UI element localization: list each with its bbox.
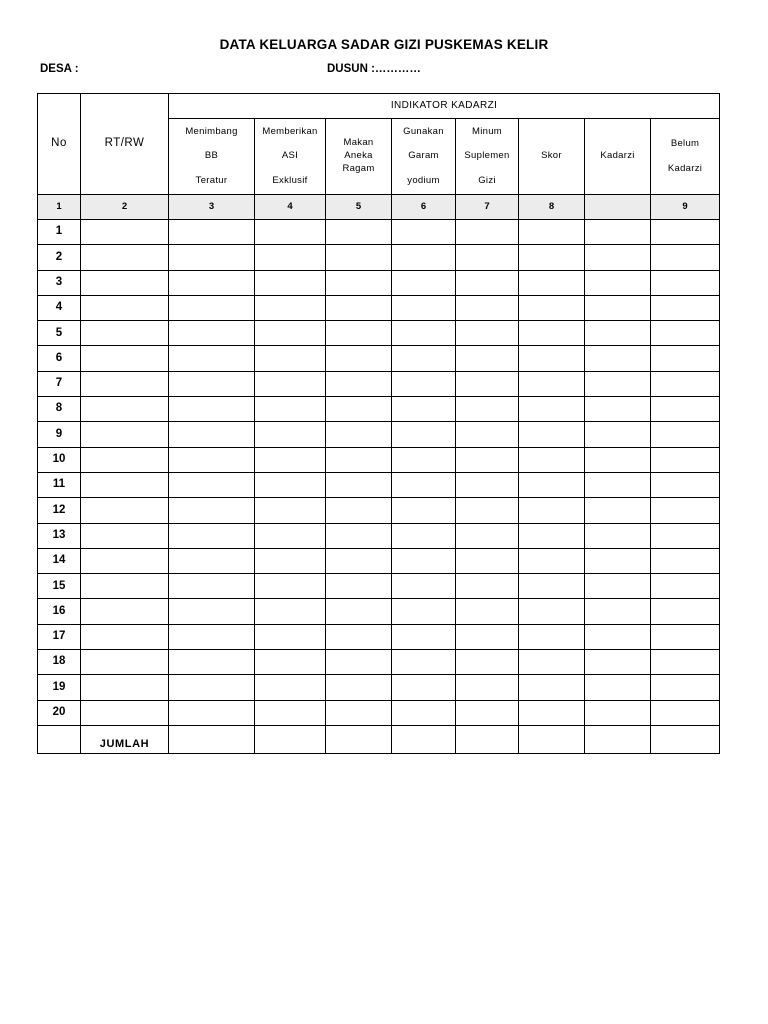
table-cell[interactable]	[255, 700, 326, 725]
table-cell[interactable]	[651, 624, 720, 649]
table-cell[interactable]	[519, 472, 585, 497]
table-cell[interactable]	[519, 397, 585, 422]
table-cell[interactable]	[169, 447, 255, 472]
row-number: 15	[38, 574, 81, 599]
table-cell[interactable]	[651, 245, 720, 270]
table-cell[interactable]	[81, 321, 169, 346]
table-row	[38, 397, 720, 422]
header-makan-aneka-ragam-text: Makan Aneka Ragam	[342, 137, 375, 174]
table-cell[interactable]	[169, 498, 255, 523]
table-cell[interactable]	[651, 599, 720, 624]
table-cell[interactable]	[81, 574, 169, 599]
table-cell[interactable]	[456, 397, 519, 422]
table-row	[38, 371, 720, 396]
table-cell[interactable]	[392, 220, 456, 245]
table-cell[interactable]	[519, 321, 585, 346]
table-cell[interactable]	[169, 346, 255, 371]
table-row	[38, 574, 720, 599]
table-cell[interactable]	[326, 270, 392, 295]
table-cell[interactable]	[519, 371, 585, 396]
table-cell[interactable]	[169, 574, 255, 599]
table-cell[interactable]	[326, 245, 392, 270]
table-row	[38, 599, 720, 624]
table-cell[interactable]	[169, 270, 255, 295]
table-cell[interactable]	[519, 245, 585, 270]
jumlah-label: JUMLAH	[81, 725, 169, 753]
table-cell[interactable]	[169, 245, 255, 270]
table-cell[interactable]	[392, 270, 456, 295]
header-menimbang-bb-text: Menimbang BB Teratur	[185, 126, 238, 186]
table-cell[interactable]	[585, 650, 651, 675]
desa-label: DESA :	[40, 63, 79, 75]
table-row	[38, 523, 720, 548]
table-cell[interactable]	[651, 220, 720, 245]
table-cell[interactable]	[326, 346, 392, 371]
header-minum-suplemen-text: Minum Suplemen Gizi	[464, 126, 510, 186]
table-row	[38, 245, 720, 270]
row-number: 14	[38, 548, 81, 573]
table-cell[interactable]	[392, 624, 456, 649]
table-cell[interactable]	[651, 548, 720, 573]
table-cell[interactable]	[651, 422, 720, 447]
table-cell[interactable]	[519, 422, 585, 447]
table-cell[interactable]	[255, 346, 326, 371]
table-cell[interactable]	[456, 650, 519, 675]
table-cell[interactable]	[326, 624, 392, 649]
table-cell[interactable]	[585, 574, 651, 599]
table-cell[interactable]	[169, 675, 255, 700]
table-cell[interactable]	[81, 675, 169, 700]
table-cell[interactable]	[585, 371, 651, 396]
table-cell[interactable]	[456, 245, 519, 270]
table-cell[interactable]	[81, 220, 169, 245]
table-cell[interactable]	[326, 397, 392, 422]
table-cell[interactable]	[519, 574, 585, 599]
table-cell[interactable]	[392, 397, 456, 422]
table-cell[interactable]	[255, 523, 326, 548]
row-number: 5	[38, 321, 81, 346]
table-cell[interactable]	[456, 371, 519, 396]
table-cell[interactable]	[255, 650, 326, 675]
table-cell[interactable]	[519, 447, 585, 472]
column-number-cell: 7	[456, 195, 519, 220]
table-cell[interactable]	[651, 498, 720, 523]
table-cell[interactable]	[585, 295, 651, 320]
column-number-cell: 2	[81, 195, 169, 220]
table-row	[38, 422, 720, 447]
table-row	[38, 220, 720, 245]
table-cell[interactable]	[326, 599, 392, 624]
table-cell[interactable]	[255, 220, 326, 245]
table-cell[interactable]	[81, 498, 169, 523]
table-cell[interactable]	[585, 548, 651, 573]
table-cell[interactable]	[519, 498, 585, 523]
table-cell[interactable]	[519, 675, 585, 700]
table-cell[interactable]	[585, 624, 651, 649]
header-makan-aneka-ragam	[326, 119, 392, 195]
table-cell[interactable]	[169, 397, 255, 422]
row-number: 10	[38, 447, 81, 472]
table-cell[interactable]	[326, 574, 392, 599]
jumlah-cell[interactable]	[169, 725, 255, 753]
table-cell[interactable]	[519, 548, 585, 573]
table-cell[interactable]	[392, 700, 456, 725]
header-memberikan-asi	[255, 119, 326, 195]
table-cell[interactable]	[81, 599, 169, 624]
table-cell[interactable]	[456, 321, 519, 346]
table-cell[interactable]	[651, 447, 720, 472]
table-cell[interactable]	[255, 498, 326, 523]
table-cell[interactable]	[255, 447, 326, 472]
table-cell[interactable]	[456, 599, 519, 624]
jumlah-no-cell	[38, 725, 81, 753]
jumlah-cell[interactable]	[326, 725, 392, 753]
table-cell[interactable]	[169, 523, 255, 548]
table-cell[interactable]	[81, 245, 169, 270]
header-skor-text: Skor	[541, 150, 562, 162]
table-cell[interactable]	[255, 295, 326, 320]
table-cell[interactable]	[169, 548, 255, 573]
table-cell[interactable]	[585, 245, 651, 270]
table-cell[interactable]	[81, 422, 169, 447]
table-cell[interactable]	[326, 422, 392, 447]
table-cell[interactable]	[326, 371, 392, 396]
row-number: 6	[38, 346, 81, 371]
table-row	[38, 472, 720, 497]
header-indikator-kadarzi: INDIKATOR KADARZI	[169, 94, 720, 119]
column-number-cell: 8	[519, 195, 585, 220]
table-cell[interactable]	[392, 422, 456, 447]
table-cell[interactable]	[519, 599, 585, 624]
jumlah-cell[interactable]	[585, 725, 651, 753]
jumlah-cell[interactable]	[651, 725, 720, 753]
table-cell[interactable]	[255, 422, 326, 447]
table-cell[interactable]	[585, 675, 651, 700]
table-cell[interactable]	[81, 397, 169, 422]
table-cell[interactable]	[326, 447, 392, 472]
table-cell[interactable]	[651, 270, 720, 295]
jumlah-cell[interactable]	[255, 725, 326, 753]
row-number: 8	[38, 397, 81, 422]
table-cell[interactable]	[456, 295, 519, 320]
table-cell[interactable]	[456, 472, 519, 497]
column-number-cell: 4	[255, 195, 326, 220]
table-cell[interactable]	[392, 675, 456, 700]
table-cell[interactable]	[456, 270, 519, 295]
table-cell[interactable]	[81, 523, 169, 548]
table-cell[interactable]	[326, 700, 392, 725]
table-cell[interactable]	[519, 523, 585, 548]
table-cell[interactable]	[392, 498, 456, 523]
table-cell[interactable]	[255, 675, 326, 700]
row-number: 16	[38, 599, 81, 624]
table-cell[interactable]	[169, 371, 255, 396]
table-cell[interactable]	[392, 245, 456, 270]
row-number: 17	[38, 624, 81, 649]
table-cell[interactable]	[585, 422, 651, 447]
table-cell[interactable]	[456, 548, 519, 573]
table-cell[interactable]	[255, 371, 326, 396]
table-cell[interactable]	[651, 472, 720, 497]
row-number: 7	[38, 371, 81, 396]
table-cell[interactable]	[651, 397, 720, 422]
column-number-cell: 6	[392, 195, 456, 220]
table-cell[interactable]	[392, 371, 456, 396]
table-cell[interactable]	[169, 422, 255, 447]
table-cell[interactable]	[326, 523, 392, 548]
kadarzi-table	[37, 93, 720, 754]
table-row	[38, 346, 720, 371]
table-cell[interactable]	[326, 548, 392, 573]
table-cell[interactable]	[255, 397, 326, 422]
table-cell[interactable]	[392, 346, 456, 371]
table-cell[interactable]	[81, 624, 169, 649]
table-row	[38, 624, 720, 649]
header-no: No	[38, 94, 81, 195]
table-cell[interactable]	[81, 472, 169, 497]
row-number: 18	[38, 650, 81, 675]
table-row	[38, 270, 720, 295]
column-number-cell: 5	[326, 195, 392, 220]
table-cell[interactable]	[456, 498, 519, 523]
header-belum-kadarzi	[651, 119, 720, 195]
document-title: DATA KELUARGA SADAR GIZI PUSKEMAS KELIR	[219, 37, 549, 52]
header-minum-suplemen	[456, 119, 519, 195]
table-cell[interactable]	[326, 220, 392, 245]
jumlah-row	[38, 725, 720, 753]
table-cell[interactable]	[519, 624, 585, 649]
row-number: 4	[38, 295, 81, 320]
table-cell[interactable]	[326, 675, 392, 700]
table-cell[interactable]	[456, 220, 519, 245]
table-cell[interactable]	[651, 574, 720, 599]
table-cell[interactable]	[81, 346, 169, 371]
table-cell[interactable]	[81, 700, 169, 725]
column-number-cell: 1	[38, 195, 81, 220]
table-cell[interactable]	[81, 295, 169, 320]
table-cell[interactable]	[651, 700, 720, 725]
table-cell[interactable]	[326, 295, 392, 320]
table-cell[interactable]	[169, 321, 255, 346]
table-cell[interactable]	[456, 523, 519, 548]
table-cell[interactable]	[169, 624, 255, 649]
table-cell[interactable]	[392, 574, 456, 599]
table-cell[interactable]	[81, 270, 169, 295]
table-cell[interactable]	[585, 321, 651, 346]
table-cell[interactable]	[456, 447, 519, 472]
table-cell[interactable]	[326, 321, 392, 346]
table-cell[interactable]	[651, 650, 720, 675]
table-cell[interactable]	[519, 295, 585, 320]
table-row	[38, 498, 720, 523]
table-cell[interactable]	[456, 624, 519, 649]
row-number: 1	[38, 220, 81, 245]
table-cell[interactable]	[651, 321, 720, 346]
table-cell[interactable]	[651, 295, 720, 320]
table-cell[interactable]	[81, 447, 169, 472]
table-cell[interactable]	[519, 700, 585, 725]
row-number: 11	[38, 472, 81, 497]
table-cell[interactable]	[585, 447, 651, 472]
table-cell[interactable]	[651, 523, 720, 548]
table-cell[interactable]	[519, 346, 585, 371]
table-row	[38, 447, 720, 472]
table-cell[interactable]	[651, 346, 720, 371]
table-cell[interactable]	[255, 548, 326, 573]
table-cell[interactable]	[456, 574, 519, 599]
header-skor	[519, 119, 585, 195]
row-number: 2	[38, 245, 81, 270]
table-cell[interactable]	[392, 447, 456, 472]
table-cell[interactable]	[326, 650, 392, 675]
table-cell[interactable]	[585, 346, 651, 371]
jumlah-cell[interactable]	[392, 725, 456, 753]
table-cell[interactable]	[392, 548, 456, 573]
table-cell[interactable]	[255, 245, 326, 270]
table-cell[interactable]	[392, 321, 456, 346]
table-cell[interactable]	[326, 472, 392, 497]
column-number-row	[38, 195, 720, 220]
table-cell[interactable]	[651, 675, 720, 700]
table-cell[interactable]	[456, 422, 519, 447]
table-cell[interactable]	[392, 523, 456, 548]
row-number: 20	[38, 700, 81, 725]
table-cell[interactable]	[392, 472, 456, 497]
column-number-cell	[585, 195, 651, 220]
row-number: 3	[38, 270, 81, 295]
table-cell[interactable]	[169, 599, 255, 624]
header-belum-kadarzi-text: Belum Kadarzi	[667, 138, 703, 174]
table-cell[interactable]	[255, 599, 326, 624]
header-rt-rw: RT/RW	[81, 94, 169, 195]
table-cell[interactable]	[519, 270, 585, 295]
table-cell[interactable]	[255, 321, 326, 346]
header-menimbang-bb	[169, 119, 255, 195]
table-cell[interactable]	[326, 498, 392, 523]
table-cell[interactable]	[519, 220, 585, 245]
table-cell[interactable]	[585, 220, 651, 245]
row-number: 12	[38, 498, 81, 523]
table-row	[38, 650, 720, 675]
header-kadarzi	[585, 119, 651, 195]
table-cell[interactable]	[169, 472, 255, 497]
column-number-cell: 3	[169, 195, 255, 220]
table-row	[38, 295, 720, 320]
table-row	[38, 548, 720, 573]
table-cell[interactable]	[255, 472, 326, 497]
table-row	[38, 700, 720, 725]
table-cell[interactable]	[585, 599, 651, 624]
row-number: 19	[38, 675, 81, 700]
table-cell[interactable]	[169, 295, 255, 320]
row-number: 13	[38, 523, 81, 548]
table-cell[interactable]	[255, 624, 326, 649]
table-cell[interactable]	[81, 548, 169, 573]
row-number: 9	[38, 422, 81, 447]
table-cell[interactable]	[456, 700, 519, 725]
jumlah-cell[interactable]	[519, 725, 585, 753]
column-number-cell: 9	[651, 195, 720, 220]
table-cell[interactable]	[585, 700, 651, 725]
dusun-label: DUSUN :…………	[327, 63, 421, 75]
table-cell[interactable]	[392, 295, 456, 320]
header-gunakan-garam-text: Gunakan Garam yodium	[403, 126, 444, 186]
table-cell[interactable]	[519, 650, 585, 675]
jumlah-cell[interactable]	[456, 725, 519, 753]
table-cell[interactable]	[456, 675, 519, 700]
table-cell[interactable]	[456, 346, 519, 371]
header-kadarzi-text: Kadarzi	[600, 150, 635, 162]
table-cell[interactable]	[169, 650, 255, 675]
table-cell[interactable]	[392, 650, 456, 675]
table-cell[interactable]	[585, 397, 651, 422]
table-cell[interactable]	[255, 270, 326, 295]
table-cell[interactable]	[585, 472, 651, 497]
table-cell[interactable]	[255, 574, 326, 599]
table-cell[interactable]	[169, 700, 255, 725]
table-cell[interactable]	[585, 523, 651, 548]
table-row	[38, 321, 720, 346]
table-cell[interactable]	[585, 498, 651, 523]
table-cell[interactable]	[585, 270, 651, 295]
header-memberikan-asi-text: Memberikan ASI Exklusif	[262, 126, 318, 186]
table-cell[interactable]	[651, 371, 720, 396]
table-cell[interactable]	[81, 650, 169, 675]
table-cell[interactable]	[169, 220, 255, 245]
table-cell[interactable]	[392, 599, 456, 624]
table-row	[38, 675, 720, 700]
header-gunakan-garam	[392, 119, 456, 195]
table-cell[interactable]	[81, 371, 169, 396]
